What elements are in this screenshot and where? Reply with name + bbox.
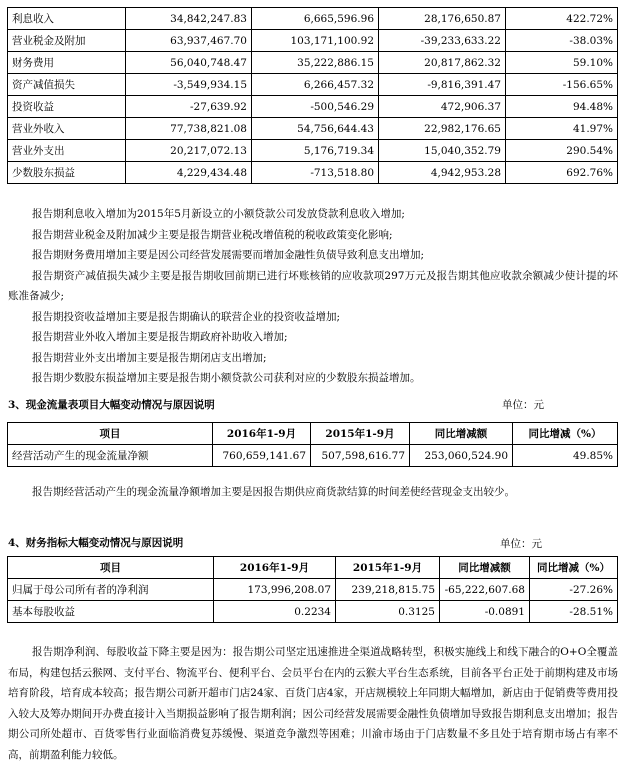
column-header: 同比增减额 bbox=[440, 557, 530, 579]
cell-value: -500,546.29 bbox=[252, 96, 379, 118]
cell-value: 34,842,247.83 bbox=[126, 8, 252, 30]
column-header: 2015年1-9月 bbox=[311, 423, 410, 445]
cell-value: 290.54% bbox=[506, 140, 618, 162]
section3-unit: 单位：元 bbox=[502, 399, 544, 411]
income-items-table bbox=[7, 7, 618, 184]
cell-value: 15,040,352.79 bbox=[379, 140, 506, 162]
income-items-body bbox=[8, 8, 618, 184]
cell-value: 4,942,953.28 bbox=[379, 162, 506, 184]
column-header: 2016年1-9月 bbox=[214, 557, 336, 579]
column-header: 同比增减额 bbox=[410, 423, 513, 445]
section4-unit: 单位：元 bbox=[500, 538, 542, 550]
cell-value: 56,040,748.47 bbox=[126, 52, 252, 74]
table-row bbox=[8, 162, 618, 184]
cell-value: 6,665,596.96 bbox=[252, 8, 379, 30]
cell-value: 4,229,434.48 bbox=[126, 162, 252, 184]
cashflow-note bbox=[8, 482, 618, 503]
note-paragraph: 报告期营业外支出增加主要是报告期闭店支出增加; bbox=[32, 351, 267, 364]
row-label: 少数股东损益 bbox=[8, 162, 126, 184]
note-paragraph: 报告期财务费用增加主要是因公司经营发展需要而增加金融性负债导致利息支出增加; bbox=[32, 249, 425, 261]
column-header: 同比增减（%） bbox=[513, 423, 618, 445]
cell-value: 472,906.37 bbox=[379, 96, 506, 118]
cashflow-table bbox=[7, 422, 618, 467]
note-paragraph: 报告期营业外收入增加主要是报告期政府补助收入增加; bbox=[32, 331, 288, 343]
row-label: 投资收益 bbox=[8, 96, 126, 118]
note-paragraph: 报告期少数股东损益增加主要是报告期小额贷款公司获利对应的少数股东损益增加。 bbox=[32, 372, 421, 384]
cell-value: 507,598,616.77 bbox=[311, 445, 410, 467]
section3-heading: 3、现金流量表项目大幅变动情况与原因说明 bbox=[8, 399, 215, 411]
cell-value: 54,756,644.43 bbox=[252, 118, 379, 140]
cashflow-header-row bbox=[8, 423, 618, 445]
row-label: 营业外支出 bbox=[8, 140, 126, 162]
cell-value: 35,222,886.15 bbox=[252, 52, 379, 74]
column-header: 同比增减（%） bbox=[530, 557, 618, 579]
cell-value: -156.65% bbox=[506, 74, 618, 96]
cell-value: 22,982,176.65 bbox=[379, 118, 506, 140]
cell-value: 41.97% bbox=[506, 118, 618, 140]
financial-indicators-table bbox=[7, 556, 618, 623]
row-label: 基本每股收益 bbox=[8, 601, 214, 623]
row-label: 归属于母公司所有者的净利润 bbox=[8, 579, 214, 601]
indicators-header-row bbox=[8, 557, 618, 579]
cell-value: 94.48% bbox=[506, 96, 618, 118]
column-header: 2016年1-9月 bbox=[213, 423, 311, 445]
table-row bbox=[8, 96, 618, 118]
cell-value: -0.0891 bbox=[440, 601, 530, 623]
table-row bbox=[8, 579, 618, 601]
indicators-note bbox=[8, 642, 618, 765]
note-paragraph: 报告期资产减值损失减少主要是报告期收回前期已进行坏账核销的应收款项297万元及报告期其他应收款余额减少使计提的坏账准备减少; bbox=[8, 269, 618, 302]
section4-heading: 4、财务指标大幅变动情况与原因说明 bbox=[8, 537, 184, 549]
cell-value: -27.26% bbox=[530, 579, 618, 601]
note-paragraph: 报告期营业税金及附加减少主要是报告期营业税改增值税的税收政策变化影响; bbox=[32, 228, 393, 241]
cell-value: -9,816,391.47 bbox=[379, 74, 506, 96]
cell-value: 5,176,719.34 bbox=[252, 140, 379, 162]
row-label: 经营活动产生的现金流量净额 bbox=[8, 445, 213, 467]
cell-value: 692.76% bbox=[506, 162, 618, 184]
table-row bbox=[8, 30, 618, 52]
cell-value: 173,996,208.07 bbox=[214, 579, 336, 601]
cell-value: -39,233,633.22 bbox=[379, 30, 506, 52]
cell-value: 760,659,141.67 bbox=[213, 445, 311, 467]
row-label: 财务费用 bbox=[8, 52, 126, 74]
column-header: 项目 bbox=[8, 423, 213, 445]
column-header: 项目 bbox=[8, 557, 214, 579]
table-row bbox=[8, 8, 618, 30]
table-row bbox=[8, 118, 618, 140]
table-row bbox=[8, 445, 618, 467]
table-row bbox=[8, 52, 618, 74]
table-row bbox=[8, 601, 618, 623]
cell-value: 0.2234 bbox=[214, 601, 336, 623]
cell-value: -28.51% bbox=[530, 601, 618, 623]
cell-value: 28,176,650.87 bbox=[379, 8, 506, 30]
cell-value: -38.03% bbox=[506, 30, 618, 52]
note-paragraph: 报告期经营活动产生的现金流量净额增加主要是因报告期供应商货款结算的时间差使经营现金支出较少。 bbox=[32, 486, 515, 498]
note-paragraph: 报告期利息收入增加为2015年5月新设立的小额贷款公司发放贷款利息收入增加; bbox=[32, 208, 405, 220]
cell-value: 20,817,862.32 bbox=[379, 52, 506, 74]
note-paragraph: 报告期投资收益增加主要是报告期确认的联营企业的投资收益增加; bbox=[32, 310, 341, 323]
table-row bbox=[8, 140, 618, 162]
cell-value: 253,060,524.90 bbox=[410, 445, 513, 467]
cell-value: 77,738,821.08 bbox=[126, 118, 252, 140]
cell-value: -713,518.80 bbox=[252, 162, 379, 184]
cell-value: 49.85% bbox=[513, 445, 618, 467]
cell-value: 422.72% bbox=[506, 8, 618, 30]
cell-value: -3,549,934.15 bbox=[126, 74, 252, 96]
row-label: 营业外收入 bbox=[8, 118, 126, 140]
cell-value: 59.10% bbox=[506, 52, 618, 74]
cell-value: -65,222,607.68 bbox=[440, 579, 530, 601]
cell-value: 239,218,815.75 bbox=[336, 579, 440, 601]
note-paragraph: 报告期净利润、每股收益下降主要是因为：报告期公司坚定迅速推进全渠道战略转型，积极实施线上和线下融合的O+O全覆盖布局，构建包括云猴网、支付平台、物流平台、便利平台、会员平台在内的云猴大平台生态系统，目前各平台正处于前期构建及市场培育阶段，培育成本较高；报告期公司新开超市门店24家、百货门店4家，开店规模较上年同期大幅增加，新店由于促销费等费用投入较大及筹办期间开办费直接计入当期损益影响了报告期利润；因公司经营发展需要金融性负债增加导致报告期利息支出增加；报告期公司所处超市、百货零售行业面临消费复苏缓慢、渠道竞争激烈等困难；川渝市场由于门店数量不多且处于培育期市场占有率不高，前期盈利能力较低。 bbox=[8, 646, 618, 761]
row-label: 利息收入 bbox=[8, 8, 126, 30]
cell-value: 0.3125 bbox=[336, 601, 440, 623]
cell-value: 103,171,100.92 bbox=[252, 30, 379, 52]
cell-value: 6,266,457.32 bbox=[252, 74, 379, 96]
income-items-notes bbox=[8, 204, 618, 389]
cell-value: -27,639.92 bbox=[126, 96, 252, 118]
cell-value: 20,217,072.13 bbox=[126, 140, 252, 162]
cell-value: 63,937,467.70 bbox=[126, 30, 252, 52]
table-row bbox=[8, 74, 618, 96]
column-header: 2015年1-9月 bbox=[336, 557, 440, 579]
row-label: 营业税金及附加 bbox=[8, 30, 126, 52]
row-label: 资产减值损失 bbox=[8, 74, 126, 96]
